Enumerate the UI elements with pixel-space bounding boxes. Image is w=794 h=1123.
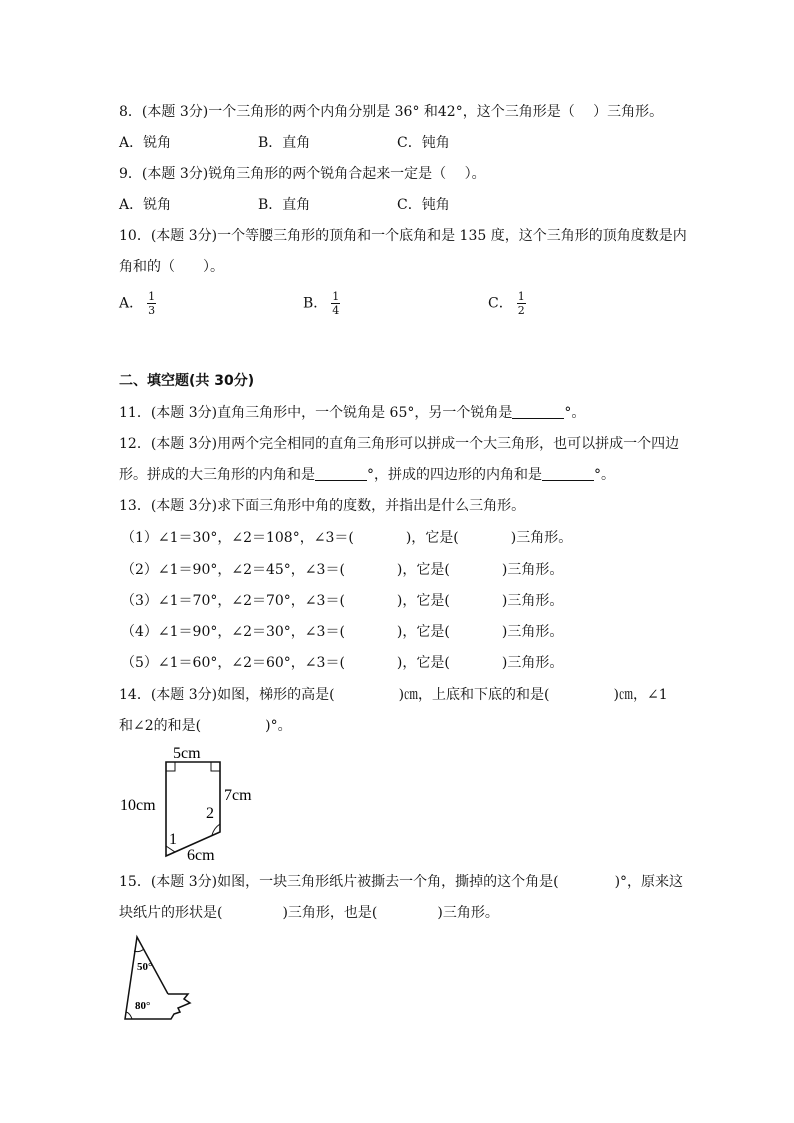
- q14-line2: 和∠2的和是( )°。: [119, 718, 292, 734]
- q8-option-a: A．锐角: [119, 135, 172, 151]
- q13-item-3: （3）∠1＝70°，∠2＝70°，∠3＝( )，它是( )三角形。: [121, 593, 564, 609]
- fraction: $\frac{1}{4}$: [332, 290, 340, 317]
- angle-50-label: 50°: [137, 961, 153, 973]
- answer-blank[interactable]: [512, 404, 564, 419]
- q9-option-b: B．直角: [258, 197, 311, 213]
- q10-option-a: A． $\frac{1}{3}$: [119, 290, 156, 317]
- q10-option-c: C． $\frac{1}{2}$: [488, 290, 525, 317]
- q9-option-c: C．钝角: [397, 197, 450, 213]
- q13-item-5: （5）∠1＝60°，∠2＝60°，∠3＝( )，它是( )三角形。: [121, 655, 564, 671]
- q13-item-2: （2）∠1＝90°，∠2＝45°，∠3＝( )，它是( )三角形。: [121, 562, 564, 578]
- q12-line2: 形。拼成的大三角形的内角和是 °，拼成的四边形的内角和是 °。: [119, 467, 615, 483]
- q11-text: 11．(本题 3分)直角三角形中，一个锐角是 65°，另一个锐角是 °。: [119, 405, 586, 421]
- q15-line1: 15．(本题 3分)如图，一块三角形纸片被撕去一个角，撕掉的这个角是( )°，原来这: [119, 874, 684, 890]
- answer-blank[interactable]: [542, 466, 594, 481]
- torn-triangle-figure: [118, 932, 194, 1024]
- q13-text: 13．(本题 3分)求下面三角形中角的度数，并指出是什么三角形。: [119, 498, 526, 514]
- answer-blank[interactable]: [315, 466, 367, 481]
- q9-option-a: A．锐角: [119, 197, 172, 213]
- bottom-label: 6cm: [187, 847, 215, 864]
- q14-line1: 14．(本题 3分)如图，梯形的高是( )㎝，上底和下底的和是( )㎝，∠1: [119, 687, 668, 703]
- q13-item-4: （4）∠1＝90°，∠2＝30°，∠3＝( )，它是( )三角形。: [121, 624, 564, 640]
- q8-option-c: C．钝角: [397, 135, 450, 151]
- q13-item-1: （1）∠1＝30°，∠2＝108°，∠3＝( )，它是( )三角形。: [121, 530, 573, 546]
- trapezoid-figure: [110, 738, 280, 864]
- q10-option-b: B． $\frac{1}{4}$: [303, 290, 340, 317]
- top-label: 5cm: [173, 745, 201, 762]
- q8-text: 8．(本题 3分)一个三角形的两个内角分别是 36° 和42°，这个三角形是（ ）三角形。: [119, 104, 664, 120]
- right-label: 7cm: [224, 787, 252, 804]
- q10-line1: 10．(本题 3分)一个等腰三角形的顶角和一个底角和是 135 度，这个三角形的顶角度数是内: [119, 228, 687, 244]
- q10-line2: 角和的（ ）。: [119, 259, 224, 275]
- left-label: 10cm: [120, 797, 156, 814]
- angle-80-label: 80°: [135, 1000, 151, 1012]
- angle-1-label: 1: [169, 831, 177, 848]
- q9-text: 9．(本题 3分)锐角三角形的两个锐角合起来一定是（ ）。: [119, 166, 486, 182]
- section-title: 二、填空题(共 30分): [119, 373, 255, 389]
- fraction: $\frac{1}{3}$: [148, 290, 156, 317]
- q15-line2: 块纸片的形状是( )三角形，也是( )三角形。: [119, 905, 499, 921]
- fraction: $\frac{1}{2}$: [517, 290, 525, 317]
- angle-2-label: 2: [206, 805, 214, 822]
- q8-option-b: B．直角: [258, 135, 311, 151]
- q12-line1: 12．(本题 3分)用两个完全相同的直角三角形可以拼成一个大三角形，也可以拼成一个四边: [119, 436, 680, 452]
